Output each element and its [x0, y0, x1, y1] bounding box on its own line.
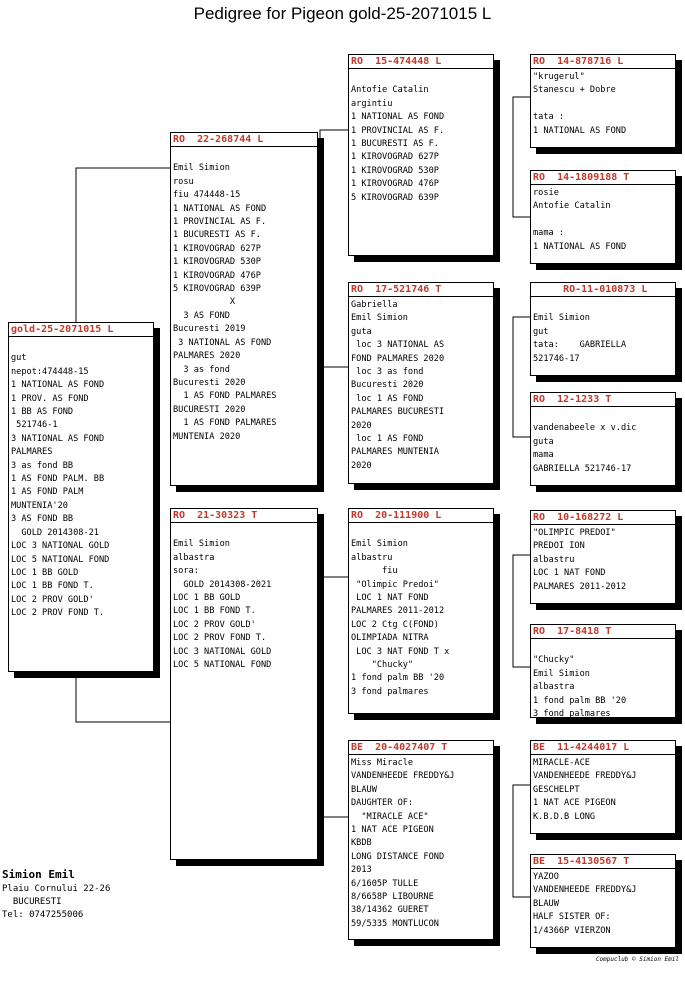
- note-line: 1 KIROVOGRAD 476P: [351, 179, 439, 190]
- note-line: 1 NATIONAL AS FOND: [533, 241, 627, 252]
- note-line: GOLD 2014308-2021: [173, 579, 272, 590]
- note-line: gut: [11, 353, 27, 364]
- pedigree-card-dsd: [530, 624, 676, 718]
- note-line: Antofie Catalin: [533, 201, 611, 212]
- pedigree-card-dss: [530, 510, 676, 604]
- note-line: "OLIMPIC PREDOI": [533, 528, 616, 538]
- pedigree-card-ssd: [530, 170, 676, 264]
- note-line: Antofie Catalin: [351, 85, 429, 96]
- note-line: VANDENHEEDE FREDDY&J: [351, 771, 455, 782]
- note-line: fiu: [351, 566, 398, 577]
- note-line: 1 KIROVOGRAD 476P: [173, 270, 261, 281]
- note-line: 1 BUCURESTI AS F.: [351, 139, 439, 150]
- note-line: loc 3 NATIONAL AS: [351, 340, 445, 351]
- note-line: 3 as fond: [173, 364, 230, 375]
- pedigree-card-sdd: [530, 392, 676, 486]
- note-line: tata :: [533, 112, 565, 123]
- pedigree-notes: [171, 147, 317, 444]
- ring-number: gold-25-2071015 L: [9, 323, 153, 337]
- note-line: Emil Simion: [173, 539, 230, 550]
- note-line: LOC 1 BB FOND T.: [11, 581, 94, 592]
- note-line: LOC 1 NAT FOND: [351, 593, 429, 604]
- note-line: 3 fond palmares: [351, 686, 429, 697]
- ring-number: RO-11-010873 L: [531, 283, 675, 297]
- note-line: VANDENHEEDE FREDDY&J: [533, 885, 637, 896]
- note-line: 1 PROVINCIAL AS F.: [351, 125, 445, 136]
- ring-number: RO 21-30323 T: [171, 509, 317, 523]
- ring-number: RO 10-168272 L: [531, 511, 675, 525]
- note-line: 1 PROVINCIAL AS F.: [173, 217, 267, 228]
- note-line: 5 KIROVOGRAD 639P: [351, 192, 439, 203]
- note-line: [351, 525, 491, 538]
- ring-number: RO 12-1233 T: [531, 393, 675, 407]
- note-line: LOC 2 Ctg C(FOND): [351, 619, 439, 630]
- pedigree-card-ss: [348, 54, 494, 256]
- note-line: loc 1 AS FOND: [351, 434, 424, 445]
- note-line: GESCHELPT: [533, 784, 580, 795]
- note-line: K.B.D.B LONG: [533, 811, 596, 822]
- note-line: LOC 5 NATIONAL FOND: [173, 660, 272, 671]
- note-line: X: [173, 297, 236, 308]
- note-line: BLAUW: [533, 898, 559, 909]
- note-line: 1 NATIONAL AS FOND: [173, 203, 267, 214]
- note-line: 1 fond palm BB '20: [351, 673, 445, 684]
- note-line: [533, 98, 673, 111]
- note-line: LOC 3 NAT FOND T x: [351, 646, 450, 657]
- note-line: "Chucky": [351, 660, 414, 671]
- ring-number: RO 20-111900 L: [349, 509, 493, 523]
- note-line: 1 KIROVOGRAD 627P: [173, 243, 261, 254]
- ring-number: RO 17-8418 T: [531, 625, 675, 639]
- note-line: BUCURESTI 2020: [173, 404, 246, 415]
- pedigree-notes: [531, 297, 675, 366]
- note-line: 521746-17: [533, 353, 580, 364]
- note-line: OLIMPIADA NITRA: [351, 633, 429, 644]
- note-line: VANDENHEEDE FREDDY&J: [533, 771, 637, 782]
- note-line: guta: [533, 436, 554, 447]
- note-line: [11, 339, 151, 352]
- pedigree-card-ddd: [530, 854, 676, 948]
- note-line: 59/5335 MONTLUCON: [351, 918, 439, 929]
- note-line: LOC 1 BB GOLD: [173, 593, 241, 604]
- note-line: nepot:474448-15: [11, 366, 89, 377]
- note-line: Bucuresti 2019: [173, 324, 246, 335]
- note-line: PALMARES: [11, 447, 53, 458]
- note-line: HALF SISTER OF:: [533, 912, 611, 923]
- note-line: GABRIELLA 521746-17: [533, 463, 632, 474]
- note-line: 1 BB AS FOND: [11, 407, 74, 418]
- note-line: 3 fond palmares: [533, 709, 611, 720]
- note-line: 1 NATIONAL AS FOND: [351, 112, 445, 123]
- ring-number: RO 14-878716 L: [531, 55, 675, 69]
- note-line: PALMARES BUCURESTI: [351, 407, 445, 418]
- note-line: LOC 1 BB GOLD: [11, 567, 79, 578]
- pedigree-notes: [171, 523, 317, 672]
- pedigree-notes: [531, 755, 675, 824]
- note-line: Emil Simion: [533, 313, 590, 324]
- note-line: LOC 3 NATIONAL GOLD: [173, 646, 272, 657]
- pedigree-notes: [531, 185, 675, 254]
- ring-number: RO 15-474448 L: [349, 55, 493, 69]
- note-line: PALMARES MUNTENIA: [351, 447, 439, 458]
- note-line: 2020: [351, 420, 372, 431]
- note-line: LOC 1 BB FOND T.: [173, 606, 256, 617]
- note-line: "krugerul": [533, 72, 585, 82]
- note-line: [533, 641, 673, 654]
- note-line: KBDB: [351, 838, 372, 849]
- pedigree-notes: [531, 407, 675, 476]
- note-line: 2020: [351, 460, 372, 471]
- note-line: LOC 5 NATIONAL FOND: [11, 554, 110, 565]
- note-line: 1/4366P VIERZON: [533, 925, 611, 936]
- note-line: BLAUW: [351, 784, 377, 795]
- note-line: 5 KIROVOGRAD 639P: [173, 284, 261, 295]
- note-line: LOC 2 PROV FOND T.: [173, 633, 267, 644]
- note-line: [173, 149, 315, 162]
- note-line: "Olimpic Predoi": [351, 579, 439, 590]
- note-line: "MIRACLE ACE": [351, 811, 429, 822]
- note-line: albastra: [533, 682, 575, 693]
- pedigree-notes: [531, 639, 675, 721]
- footer-credit: Compuclub © Simion Emil: [595, 956, 679, 963]
- note-line: albastra: [173, 552, 215, 563]
- note-line: LOC 1 NAT FOND: [533, 568, 606, 579]
- note-line: Emil Simion: [351, 313, 408, 324]
- note-line: 1 NATIONAL AS FOND: [11, 380, 105, 391]
- pedigree-notes: [531, 869, 675, 938]
- note-line: mama: [533, 450, 554, 461]
- note-line: 3 NATIONAL AS FOND: [173, 337, 272, 348]
- pedigree-card-sd: [348, 282, 494, 484]
- note-line: "Chucky": [533, 655, 575, 666]
- note-line: 3 AS FOND: [173, 310, 230, 321]
- note-line: 1 KIROVOGRAD 530P: [173, 257, 261, 268]
- note-line: fiu 474448-15: [173, 190, 241, 201]
- pedigree-notes: [531, 69, 675, 138]
- note-line: argintiu: [351, 98, 393, 109]
- note-line: 1 fond palm BB '20: [533, 695, 627, 706]
- note-line: rosu: [173, 176, 194, 187]
- note-line: 1 NATIONAL AS FOND: [533, 125, 627, 136]
- note-line: 1 AS FOND PALM: [11, 487, 84, 498]
- note-line: 521746-1: [11, 420, 58, 431]
- note-line: MUNTENIA'20: [11, 500, 68, 511]
- note-line: [533, 299, 673, 312]
- pedigree-notes: [349, 755, 493, 931]
- note-line: [351, 71, 491, 84]
- ring-number: BE 11-4244017 L: [531, 741, 675, 755]
- note-line: gut: [533, 326, 549, 337]
- note-line: rosie: [533, 188, 559, 198]
- note-line: albastru: [351, 552, 393, 563]
- note-line: albastru: [533, 554, 575, 565]
- pedigree-card-dam: [170, 508, 318, 860]
- note-line: LOC 2 PROV GOLD': [11, 594, 94, 605]
- note-line: 1 NAT ACE PIGEON: [533, 798, 616, 809]
- note-line: guta: [351, 326, 372, 337]
- ring-number: BE 15-4130567 T: [531, 855, 675, 869]
- note-line: 3 AS FOND BB: [11, 514, 74, 525]
- note-line: 1 BUCURESTI AS F.: [173, 230, 261, 241]
- note-line: 3 NATIONAL AS FOND: [11, 433, 105, 444]
- note-line: 6/1605P TULLE: [351, 878, 419, 889]
- pedigree-card-subject: [8, 322, 154, 672]
- note-line: LOC 2 PROV GOLD': [173, 619, 256, 630]
- pedigree-card-dds: [530, 740, 676, 834]
- note-line: Miss Miracle: [351, 758, 414, 768]
- note-line: Bucuresti 2020: [173, 377, 246, 388]
- pedigree-card-sss: [530, 54, 676, 148]
- note-line: 2013: [351, 865, 372, 876]
- note-line: Emil Simion: [533, 668, 590, 679]
- note-line: PALMARES 2020: [173, 351, 241, 362]
- ring-number: BE 20-4027407 T: [349, 741, 493, 755]
- pedigree-notes: [349, 523, 493, 699]
- owner-block: [2, 868, 110, 922]
- note-line: Emil Simion: [173, 163, 230, 174]
- note-line: 1 AS FOND PALMARES: [173, 418, 277, 429]
- note-line: YAZOO: [533, 872, 559, 882]
- note-line: LOC 3 NATIONAL GOLD: [11, 541, 110, 552]
- note-line: vandenabeele x v.dic: [533, 423, 637, 434]
- note-line: Emil Simion: [351, 539, 408, 550]
- note-line: DAUGHTER OF:: [351, 798, 414, 809]
- note-line: tata: GABRIELLA: [533, 340, 627, 351]
- note-line: loc 3 as fond: [351, 367, 424, 378]
- note-line: Gabriella: [351, 300, 398, 310]
- note-line: 1 AS FOND PALMARES: [173, 391, 277, 402]
- note-line: [173, 525, 315, 538]
- note-line: 1 PROV. AS FOND: [11, 393, 89, 404]
- note-line: LOC 2 PROV FOND T.: [11, 608, 105, 619]
- pedigree-notes: [9, 337, 153, 621]
- note-line: FOND PALMARES 2020: [351, 353, 445, 364]
- pedigree-notes: [349, 297, 493, 473]
- note-line: loc 1 AS FOND: [351, 393, 424, 404]
- note-line: 3 as fond BB: [11, 460, 74, 471]
- note-line: PALMARES 2011-2012: [351, 606, 445, 617]
- owner-name: Simion Emil: [2, 868, 75, 881]
- note-line: MUNTENIA 2020: [173, 431, 241, 442]
- note-line: 1 NAT ACE PIGEON: [351, 825, 434, 836]
- ring-number: RO 22-268744 L: [171, 133, 317, 147]
- note-line: 8/6658P LIBOURNE: [351, 892, 434, 903]
- pedigree-card-sds: [530, 282, 676, 376]
- note-line: mama :: [533, 228, 565, 239]
- pedigree-card-ds: [348, 508, 494, 714]
- note-line: [533, 214, 673, 227]
- owner-city: BUCURESTI: [2, 897, 62, 907]
- pedigree-card-sire: [170, 132, 318, 486]
- note-line: sora:: [173, 566, 199, 577]
- pedigree-card-dd: [348, 740, 494, 940]
- note-line: 1 KIROVOGRAD 530P: [351, 165, 439, 176]
- note-line: [533, 409, 673, 422]
- owner-address: Plaiu Cornului 22-26: [2, 884, 111, 894]
- note-line: 1 AS FOND PALM. BB: [11, 474, 105, 485]
- note-line: Bucuresti 2020: [351, 380, 424, 391]
- note-line: MIRACLE-ACE: [533, 758, 590, 768]
- note-line: Stanescu + Dobre: [533, 85, 616, 96]
- note-line: LONG DISTANCE FOND: [351, 851, 445, 862]
- owner-phone: Tel: 0747255006: [2, 910, 84, 920]
- note-line: 38/14362 GUERET: [351, 905, 429, 916]
- note-line: PREDOI ION: [533, 541, 585, 552]
- ring-number: RO 17-521746 T: [349, 283, 493, 297]
- note-line: GOLD 2014308-21: [11, 527, 99, 538]
- note-line: PALMARES 2011-2012: [533, 581, 627, 592]
- pedigree-notes: [531, 525, 675, 594]
- page-title: Pedigree for Pigeon gold-25-2071015 L: [193, 4, 492, 23]
- pedigree-notes: [349, 69, 493, 205]
- note-line: 1 KIROVOGRAD 627P: [351, 152, 439, 163]
- ring-number: RO 14-1809188 T: [531, 171, 675, 185]
